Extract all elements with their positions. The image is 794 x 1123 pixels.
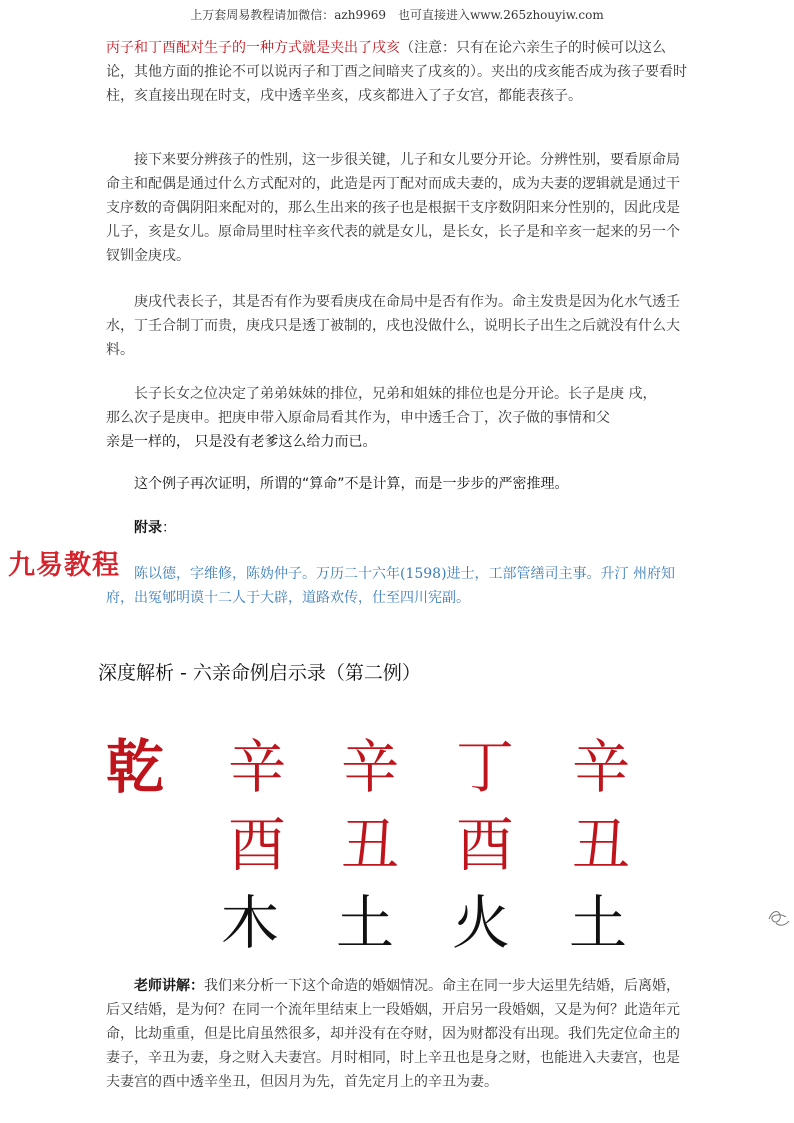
bazi-element-day: 火 bbox=[451, 889, 510, 957]
paragraph-4-line-2: 那么次子是庚申。把庚申带入原命局看其作为，申中透壬合丁，次子做的事情和父 bbox=[106, 410, 610, 426]
bazi-stem-hour: 辛 bbox=[571, 733, 630, 801]
paragraph-1 bbox=[106, 36, 692, 108]
teacher-label: 老师讲解： bbox=[134, 978, 204, 994]
bazi-element-hour: 土 bbox=[568, 889, 627, 957]
appendix-label: 附录 bbox=[134, 520, 162, 536]
appendix-text: 陈以德，字维修，陈妫仲子。万历二十六年(1598)进士，工部管缮司主事。升汀 州府知府，出冤郇明谟十二人于大辟，道路欢传，仕至四川宪副。 bbox=[106, 566, 676, 606]
paragraph-4 bbox=[106, 382, 692, 454]
paragraph-4-line-3: 亲是一样的， 只是没有老爹这么给力而已。 bbox=[106, 434, 377, 450]
page-header: 上万套周易教程请加微信：azh9969 也可直接进入www.265zhouyiw.com bbox=[190, 8, 604, 22]
teacher-explanation bbox=[106, 974, 692, 1094]
conclusion: 这个例子再次证明，所谓的“算命”不是计算，而是一步步的严密推理。 bbox=[134, 476, 569, 492]
bazi-chart bbox=[0, 730, 794, 960]
bazi-element-month: 土 bbox=[335, 889, 394, 957]
bazi-stem-year: 辛 bbox=[227, 733, 286, 801]
bazi-label: 乾 bbox=[105, 733, 164, 801]
bazi-branch-month: 丑 bbox=[340, 811, 399, 879]
bazi-stem-month: 辛 bbox=[340, 733, 399, 801]
paragraph-1-highlight: 丙子和丁酉配对生子的一种方式就是夹出了戌亥 bbox=[106, 40, 400, 56]
paragraph-1-rest: （注意：只有在论六亲生子的时候可以这么论，其他方面的推论不可以说丙子和丁酉之间暗夹了戌亥的）。夹出的戌亥能否成为孩子要看时柱，亥直接出现在时支，戌中透辛坐亥，戌亥都进入了子女宫，都能表孩子。 bbox=[106, 40, 687, 104]
appendix-colon: ： bbox=[162, 520, 176, 536]
watermark-logo: 九易教程 bbox=[8, 550, 120, 581]
bazi-stem-day: 丁 bbox=[455, 733, 514, 801]
bazi-branch-year: 酉 bbox=[227, 811, 286, 879]
bazi-element-year: 木 bbox=[220, 889, 279, 957]
paragraph-3: 庚戌代表长子，其是否有作为要看庚戌在命局中是否有作为。命主发贵是因为化水气透壬水，丁壬合制丁而贵，庚戌只是透丁被制的，戌也没做什么，说明长子出生之后就没有什么大料。 bbox=[106, 294, 680, 358]
teacher-text: 我们来分析一下这个命造的婚姻情况。命主在同一步大运里先结婚，后离婚，后又结婚，是为何？在同一个流年里结束上一段婚姻，开启另一段婚姻，又是为何？此造年元命，比劫重重，但是比肩虽然很多，却并没有在夺财，因为财都没有出现。我们先定位命主的妻子，辛丑为妻，身之财入夫妻宫。月时相同，时上辛丑也是身之财，也能进入夫妻宫，也是夫妻宫的酉中透辛坐丑，但因月为先，首先定月上的辛丑为妻。 bbox=[106, 978, 680, 1090]
paragraph-4-line-1: 长子长女之位决定了弟弟妹妹的排位，兄弟和姐妹的排位也是分开论。长子是庚 戌， bbox=[134, 386, 657, 402]
bazi-branch-day: 酉 bbox=[455, 811, 514, 879]
appendix-heading bbox=[134, 516, 694, 540]
scribble-mark-icon bbox=[766, 905, 792, 929]
paragraph-2: 接下来要分辨孩子的性别，这一步很关键，儿子和女儿要分开论。分辨性别，要看原命局命主和配偶是通过什么方式配对的，此造是丙丁配对而成夫妻的，成为夫妻的逻辑就是通过干支序数的奇偶阴阳来配对的，那么生出来的孩子也是根据干支序数阴阳来分性别的，因此戌是儿子，亥是女儿。原命局里时柱辛亥代表的就是女儿，是长女，长子是和辛亥一起来的另一个钗钏金庚戌。 bbox=[106, 152, 680, 264]
section-title: 深度解析 - 六亲命例启示录（第二例） bbox=[98, 662, 421, 684]
bazi-branch-hour: 丑 bbox=[571, 811, 630, 879]
